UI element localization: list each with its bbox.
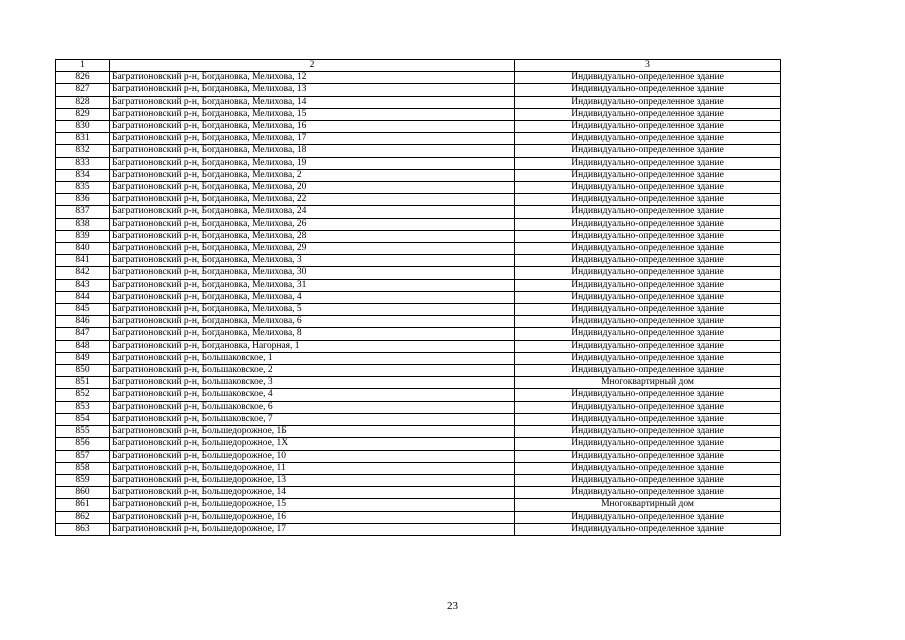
- address-cell: Багратионовский р-н, Богдановка, Мелихова, 28: [110, 230, 515, 242]
- column-header-number: 1: [56, 60, 110, 72]
- row-number-cell: 855: [56, 426, 110, 438]
- building-type-cell: Индивидуально-определенное здание: [515, 230, 781, 242]
- row-number-cell: 827: [56, 84, 110, 96]
- address-cell: Багратионовский р-н, Богдановка, Мелихова, 24: [110, 206, 515, 218]
- row-number-cell: 830: [56, 121, 110, 133]
- address-cell: Багратионовский р-н, Богдановка, Мелихова, 12: [110, 72, 515, 84]
- address-cell: Багратионовский р-н, Большедорожное, 1Б: [110, 426, 515, 438]
- address-cell: Багратионовский р-н, Богдановка, Мелихова, 13: [110, 84, 515, 96]
- table-row: [56, 169, 781, 181]
- table-row: [56, 291, 781, 303]
- address-cell: Багратионовский р-н, Богдановка, Мелихова, 8: [110, 328, 515, 340]
- address-cell: Багратионовский р-н, Большедорожное, 11: [110, 462, 515, 474]
- address-cell: Багратионовский р-н, Большаковское, 4: [110, 389, 515, 401]
- table-row: [56, 218, 781, 230]
- row-number-cell: 834: [56, 169, 110, 181]
- row-number-cell: 837: [56, 206, 110, 218]
- building-type-cell: Индивидуально-определенное здание: [515, 255, 781, 267]
- building-type-cell: Индивидуально-определенное здание: [515, 352, 781, 364]
- table-row: [56, 450, 781, 462]
- address-cell: Багратионовский р-н, Богдановка, Мелихова, 20: [110, 182, 515, 194]
- table-row: [56, 365, 781, 377]
- table-row: [56, 72, 781, 84]
- row-number-cell: 841: [56, 255, 110, 267]
- address-cell: Багратионовский р-н, Богдановка, Мелихова, 2: [110, 169, 515, 181]
- table-row: [56, 462, 781, 474]
- row-number-cell: 862: [56, 511, 110, 523]
- table-row: [56, 157, 781, 169]
- building-type-cell: Индивидуально-определенное здание: [515, 304, 781, 316]
- building-type-cell: Индивидуально-определенное здание: [515, 182, 781, 194]
- address-cell: Багратионовский р-н, Богдановка, Мелихова, 18: [110, 145, 515, 157]
- table-row: [56, 206, 781, 218]
- table-row: [56, 413, 781, 425]
- table-row: [56, 438, 781, 450]
- row-number-cell: 863: [56, 523, 110, 535]
- address-cell: Багратионовский р-н, Большедорожное, 10: [110, 450, 515, 462]
- row-number-cell: 826: [56, 72, 110, 84]
- building-type-cell: Индивидуально-определенное здание: [515, 206, 781, 218]
- table-row: [56, 145, 781, 157]
- building-type-cell: Многоквартирный дом: [515, 377, 781, 389]
- table-row: [56, 255, 781, 267]
- row-number-cell: 857: [56, 450, 110, 462]
- address-cell: Багратионовский р-н, Большедорожное, 1Х: [110, 438, 515, 450]
- row-number-cell: 829: [56, 108, 110, 120]
- row-number-cell: 847: [56, 328, 110, 340]
- table-row: [56, 377, 781, 389]
- building-type-cell: Индивидуально-определенное здание: [515, 389, 781, 401]
- row-number-cell: 850: [56, 365, 110, 377]
- address-cell: Багратионовский р-н, Богдановка, Мелихова, 22: [110, 194, 515, 206]
- building-type-cell: Индивидуально-определенное здание: [515, 413, 781, 425]
- building-type-cell: Индивидуально-определенное здание: [515, 462, 781, 474]
- address-cell: Багратионовский р-н, Богдановка, Мелихова, 3: [110, 255, 515, 267]
- row-number-cell: 851: [56, 377, 110, 389]
- address-cell: Багратионовский р-н, Богдановка, Мелихова, 15: [110, 108, 515, 120]
- address-cell: Багратионовский р-н, Богдановка, Мелихова, 29: [110, 243, 515, 255]
- building-type-cell: Индивидуально-определенное здание: [515, 340, 781, 352]
- row-number-cell: 849: [56, 352, 110, 364]
- table-row: [56, 243, 781, 255]
- building-type-cell: Многоквартирный дом: [515, 499, 781, 511]
- address-cell: Багратионовский р-н, Большедорожное, 13: [110, 474, 515, 486]
- address-cell: Багратионовский р-н, Богдановка, Мелихова, 19: [110, 157, 515, 169]
- table-row: [56, 316, 781, 328]
- row-number-cell: 845: [56, 304, 110, 316]
- address-cell: Багратионовский р-н, Большаковское, 7: [110, 413, 515, 425]
- building-type-cell: Индивидуально-определенное здание: [515, 511, 781, 523]
- row-number-cell: 843: [56, 279, 110, 291]
- row-number-cell: 852: [56, 389, 110, 401]
- row-number-cell: 839: [56, 230, 110, 242]
- building-type-cell: Индивидуально-определенное здание: [515, 438, 781, 450]
- table-row: [56, 230, 781, 242]
- row-number-cell: 848: [56, 340, 110, 352]
- table-row: [56, 182, 781, 194]
- building-type-cell: Индивидуально-определенное здание: [515, 267, 781, 279]
- row-number-cell: 844: [56, 291, 110, 303]
- address-cell: Багратионовский р-н, Богдановка, Мелихова, 14: [110, 96, 515, 108]
- column-header-address: 2: [110, 60, 515, 72]
- building-type-cell: Индивидуально-определенное здание: [515, 169, 781, 181]
- row-number-cell: 836: [56, 194, 110, 206]
- building-type-cell: Индивидуально-определенное здание: [515, 291, 781, 303]
- building-type-cell: Индивидуально-определенное здание: [515, 96, 781, 108]
- table-row: [56, 523, 781, 535]
- address-cell: Багратионовский р-н, Большедорожное, 16: [110, 511, 515, 523]
- property-register-table: [55, 59, 781, 536]
- table-row: [56, 279, 781, 291]
- table-row: [56, 121, 781, 133]
- row-number-cell: 828: [56, 96, 110, 108]
- building-type-cell: Индивидуально-определенное здание: [515, 279, 781, 291]
- building-type-cell: Индивидуально-определенное здание: [515, 121, 781, 133]
- row-number-cell: 842: [56, 267, 110, 279]
- address-cell: Багратионовский р-н, Богдановка, Мелихова, 5: [110, 304, 515, 316]
- building-type-cell: Индивидуально-определенное здание: [515, 84, 781, 96]
- table-row: [56, 401, 781, 413]
- table-row: [56, 194, 781, 206]
- table-row: [56, 96, 781, 108]
- table-row: [56, 474, 781, 486]
- building-type-cell: Индивидуально-определенное здание: [515, 145, 781, 157]
- address-cell: Багратионовский р-н, Богдановка, Нагорная, 1: [110, 340, 515, 352]
- address-cell: Багратионовский р-н, Большаковское, 6: [110, 401, 515, 413]
- row-number-cell: 846: [56, 316, 110, 328]
- table-header-row: [56, 60, 781, 72]
- row-number-cell: 859: [56, 474, 110, 486]
- building-type-cell: Индивидуально-определенное здание: [515, 523, 781, 535]
- row-number-cell: 856: [56, 438, 110, 450]
- row-number-cell: 835: [56, 182, 110, 194]
- address-cell: Багратионовский р-н, Богдановка, Мелихова, 26: [110, 218, 515, 230]
- building-type-cell: Индивидуально-определенное здание: [515, 365, 781, 377]
- table-body: [56, 60, 781, 536]
- table-row: [56, 340, 781, 352]
- address-cell: Багратионовский р-н, Богдановка, Мелихова, 30: [110, 267, 515, 279]
- table-row: [56, 84, 781, 96]
- address-cell: Багратионовский р-н, Богдановка, Мелихова, 17: [110, 133, 515, 145]
- building-type-cell: Индивидуально-определенное здание: [515, 316, 781, 328]
- table-row: [56, 499, 781, 511]
- address-cell: Багратионовский р-н, Большаковское, 2: [110, 365, 515, 377]
- address-cell: Багратионовский р-н, Богдановка, Мелихова, 4: [110, 291, 515, 303]
- row-number-cell: 833: [56, 157, 110, 169]
- row-number-cell: 853: [56, 401, 110, 413]
- table-row: [56, 426, 781, 438]
- address-cell: Багратионовский р-н, Большедорожное, 17: [110, 523, 515, 535]
- column-header-type: 3: [515, 60, 781, 72]
- row-number-cell: 832: [56, 145, 110, 157]
- address-cell: Багратионовский р-н, Большедорожное, 14: [110, 487, 515, 499]
- row-number-cell: 838: [56, 218, 110, 230]
- table-row: [56, 352, 781, 364]
- row-number-cell: 831: [56, 133, 110, 145]
- building-type-cell: Индивидуально-определенное здание: [515, 157, 781, 169]
- building-type-cell: Индивидуально-определенное здание: [515, 194, 781, 206]
- address-cell: Багратионовский р-н, Богдановка, Мелихова, 16: [110, 121, 515, 133]
- row-number-cell: 858: [56, 462, 110, 474]
- building-type-cell: Индивидуально-определенное здание: [515, 243, 781, 255]
- building-type-cell: Индивидуально-определенное здание: [515, 450, 781, 462]
- table-row: [56, 328, 781, 340]
- row-number-cell: 840: [56, 243, 110, 255]
- table-row: [56, 108, 781, 120]
- table-row: [56, 267, 781, 279]
- building-type-cell: Индивидуально-определенное здание: [515, 108, 781, 120]
- table-row: [56, 304, 781, 316]
- table-row: [56, 487, 781, 499]
- table-row: [56, 389, 781, 401]
- row-number-cell: 860: [56, 487, 110, 499]
- address-cell: Багратионовский р-н, Большедорожное, 15: [110, 499, 515, 511]
- building-type-cell: Индивидуально-определенное здание: [515, 328, 781, 340]
- address-cell: Багратионовский р-н, Богдановка, Мелихова, 31: [110, 279, 515, 291]
- building-type-cell: Индивидуально-определенное здание: [515, 72, 781, 84]
- building-type-cell: Индивидуально-определенное здание: [515, 487, 781, 499]
- building-type-cell: Индивидуально-определенное здание: [515, 401, 781, 413]
- table-row: [56, 511, 781, 523]
- row-number-cell: 861: [56, 499, 110, 511]
- table-row: [56, 133, 781, 145]
- address-cell: Багратионовский р-н, Большаковское, 3: [110, 377, 515, 389]
- building-type-cell: Индивидуально-определенное здание: [515, 133, 781, 145]
- building-type-cell: Индивидуально-определенное здание: [515, 426, 781, 438]
- row-number-cell: 854: [56, 413, 110, 425]
- building-type-cell: Индивидуально-определенное здание: [515, 218, 781, 230]
- page-number: 23: [447, 600, 458, 612]
- building-type-cell: Индивидуально-определенное здание: [515, 474, 781, 486]
- address-cell: Багратионовский р-н, Большаковское, 1: [110, 352, 515, 364]
- address-cell: Багратионовский р-н, Богдановка, Мелихова, 6: [110, 316, 515, 328]
